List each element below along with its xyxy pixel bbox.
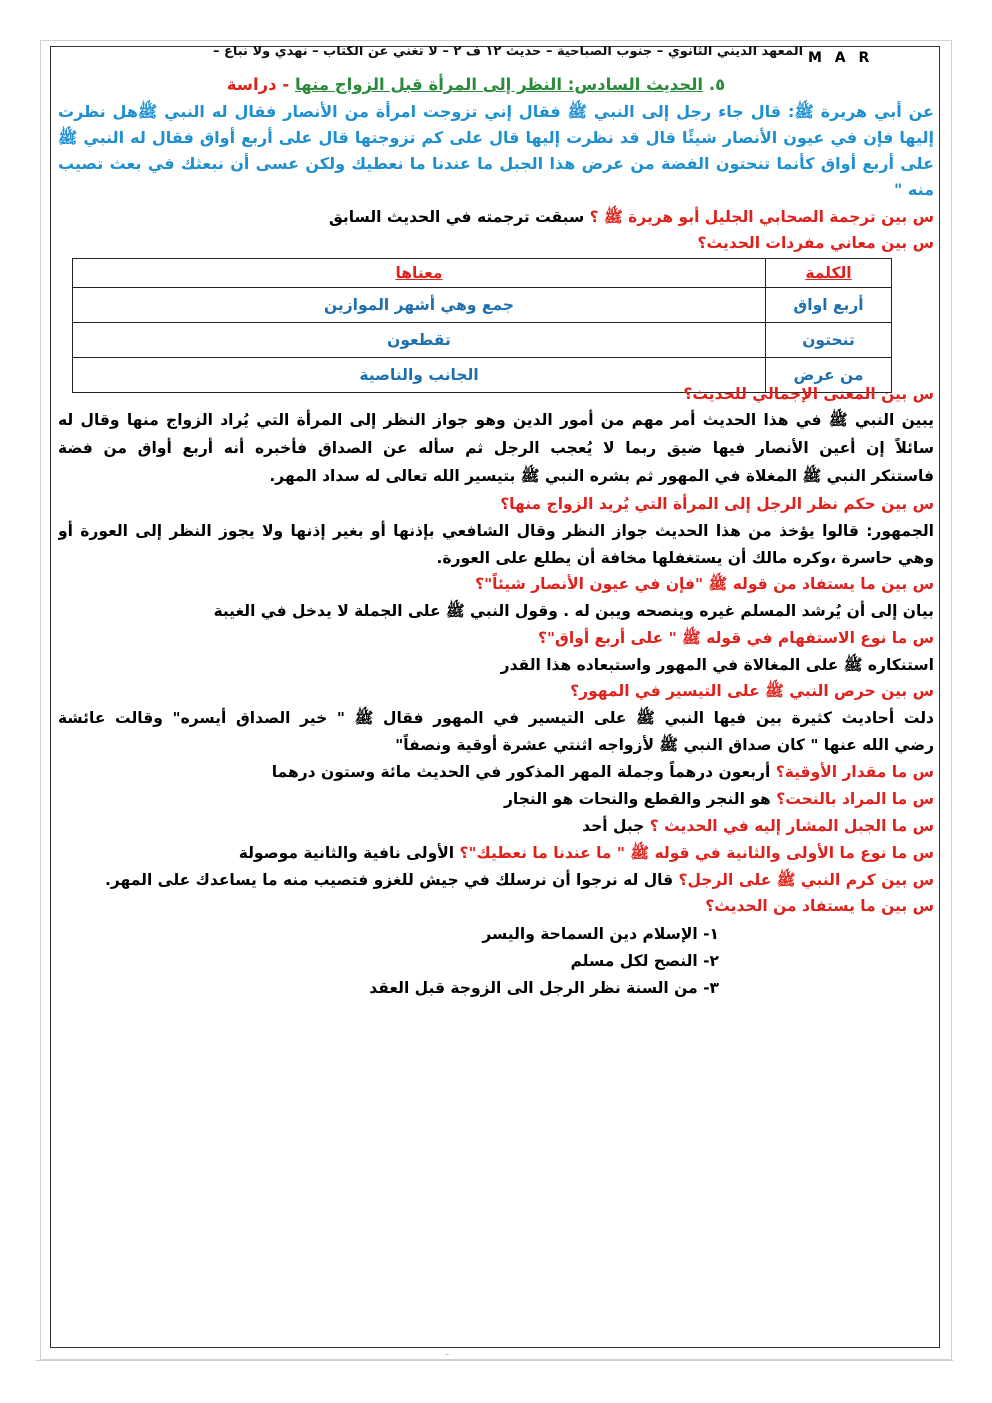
carving-qa <box>58 787 934 812</box>
interrogation-answer: استنكاره ﷺ على المغالاة في المهور واستبعاده هذا القدر <box>500 656 934 674</box>
ounce-answer: أربعون درهماً وجملة المهر المذكور في الحديث مائة وستون درهما <box>271 763 771 781</box>
ounce-qa <box>58 760 934 785</box>
carving-question: س ما المراد بالنحت؟ <box>776 790 934 808</box>
generosity-question: س بين كرم النبي ﷺ على الرجل؟ <box>678 871 934 889</box>
mountain-answer: جبل أحد <box>582 817 645 835</box>
vocab-word: تنحتون <box>766 323 892 358</box>
list-item: ١- الإسلام دين السماحة واليسر <box>482 925 719 943</box>
table-row <box>73 323 892 358</box>
vocab-header-meaning <box>73 259 766 288</box>
ounce-question: س ما مقدار الأوقية؟ <box>775 763 934 781</box>
saying-benefit-question: س بين ما يستفاد من قوله ﷺ "فإن في عيون الأنصار شيئاً"؟ <box>475 575 934 593</box>
generosity-answer: قال له نرجوا أن نرسلك في جيش للغزو فتصيب منه ما يساعدك على المهر. <box>104 871 674 889</box>
ruling-question: س بين حكم نظر الرجل إلى المرأة التي يُريد الزواج منها؟ <box>500 495 934 513</box>
page-bottom-edge <box>36 1360 953 1364</box>
vocab-table <box>72 258 892 393</box>
list-item: ٣- من السنة نظر الرجل الى الزوجة قبل العقد <box>369 979 719 997</box>
vocab-meaning: تقطعون <box>73 323 766 358</box>
general-meaning-line-3: فاستنكر النبي ﷺ المغلاة في المهور ثم بشره النبي ﷺ بتيسير الله تعالى له سداد المهر. <box>269 467 934 485</box>
header-mark: M A R <box>808 50 874 66</box>
vocab-word: أربع اواق <box>766 288 892 323</box>
vocab-header-word-label: الكلمة <box>805 264 852 282</box>
ruling-line-2: وهي حاسرة ،وكره مالك أن يستغفلها مخافة أن يطلع على العورة. <box>436 549 934 567</box>
vocab-word: من عرض <box>766 358 892 393</box>
general-meaning-question: س بين المعنى الإجمالي للحديث؟ <box>683 385 934 403</box>
mountain-question: س ما الجبل المشار إليه في الحديث ؟ <box>649 817 934 835</box>
vocab-question: س بين معاني مفردات الحديث؟ <box>697 234 934 252</box>
ease-line-2: رضي الله عنها " كان صداق النبي ﷺ لأزواجه اثنتي عشرة أوقية ونصفاً" <box>395 736 934 754</box>
mountain-qa <box>58 814 934 839</box>
carving-answer: هو النجر والقطع والنحات هو النجار <box>503 790 771 808</box>
footer-mark: ـ <box>446 1348 449 1358</box>
general-meaning-line-1: يبين النبي ﷺ في هذا الحديث أمر مهم من أمور الدين وهو جواز النظر إلى المرأة التي يُراد الزواج منها وقال له <box>58 411 934 429</box>
hadith-line-4: منه " <box>893 180 934 199</box>
generosity-qa <box>58 868 934 893</box>
list-item: ٢- النصح لكل مسلم <box>570 952 719 970</box>
general-meaning-line-2: سائلاً إن أعين الأنصار فيها ضيق ربما لا يُعجب الرجل ثم سأله عن الصداق فأخبره أنه أربع أواق من فضة <box>58 439 934 457</box>
saying-benefit-answer: بيان إلى أن يُرشد المسلم غيره وينصحه ويبن له . وقول النبي ﷺ على الجملة لا يدخل في الغيبة <box>213 602 934 620</box>
ma-answer: الأولى نافية والثانية موصولة <box>238 844 455 862</box>
table-row <box>73 288 892 323</box>
vocab-header-meaning-label: معناها <box>395 264 443 282</box>
ease-question: س بين حرص النبي ﷺ على التيسير في المهور؟ <box>570 682 934 700</box>
ma-question: س ما نوع ما الأولى والثانية في قوله ﷺ " ما عندنا ما نعطيك"؟ <box>459 844 934 862</box>
translation-qa <box>58 205 934 230</box>
vocab-meaning: الجانب والناصية <box>73 358 766 393</box>
ease-line-1: دلت أحاديث كثيرة بين فيها النبي ﷺ على التيسير في المهور فقال ﷺ " خير الصداق أيسره" وقالت عائشة <box>58 709 934 727</box>
vocab-meaning: جمع وهي أشهر الموازين <box>73 288 766 323</box>
header-running-title: المعهد الديني الثانوي – جنوب الصباحية – حديث ١٢ ف ٢ – لا تغني عن الكتاب – نهدي ولا نباع – <box>212 46 804 59</box>
title-label: - دراسة <box>226 75 290 94</box>
hadith-line-1: عن أبي هريرة ﷺ: قال جاء رجل إلى النبي ﷺ فقال إني تزوجت امرأة من الأنصار فقال له النبي ﷺهل نظرت <box>58 102 934 121</box>
title-hadith: الحديث السادس: النظر إلى المرأة قبل الزواج منها <box>295 75 704 94</box>
ma-qa <box>58 841 934 866</box>
interrogation-question: س ما نوع الاستفهام في قوله ﷺ " على أربع أواق"؟ <box>537 629 934 647</box>
hadith-line-2: إليها فإن في عيون الأنصار شيئًا قال قد نظرت إليها قال على كم تزوجتها قال على أربع أواق فقال له النبي ﷺ <box>58 128 934 147</box>
lesson-title <box>58 72 934 97</box>
translation-question: س بين ترجمة الصحابي الجليل أبو هريرة ﷺ ؟ <box>589 208 934 226</box>
vocab-header-word <box>766 259 892 288</box>
hadith-line-3: على أربع أواق كأنما تنحتون الفضة من عرض هذا الجبل ما عندنا ما نعطيك ولكن عسى أن نبعثك في بعث تصيب <box>58 154 934 173</box>
lessons-question: س بين ما يستفاد من الحديث؟ <box>705 897 934 915</box>
translation-answer: سبقت ترجمته في الحديث السابق <box>328 208 585 226</box>
vocab-header-row <box>73 259 892 288</box>
ruling-line-1: الجمهور: قالوا يؤخذ من هذا الحديث جواز النظر وقال الشافعي بإذنها أو بغير إذنها ولا يجوز النظر إلى العورة أو <box>58 522 934 540</box>
title-number: ٥. <box>708 75 726 94</box>
